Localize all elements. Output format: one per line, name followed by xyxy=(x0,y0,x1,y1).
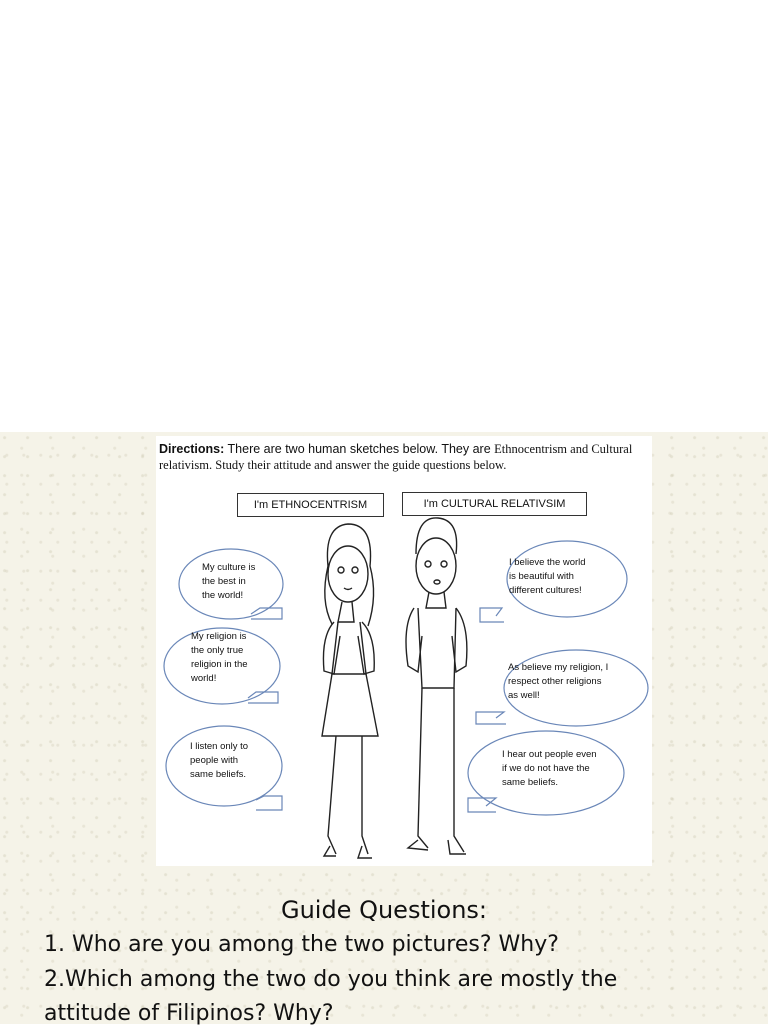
worksheet-image xyxy=(156,436,652,866)
cultural-relativism-title: I'm CULTURAL RELATIVSIM xyxy=(402,492,587,516)
ethnocentrism-title: I'm ETHNOCENTRISM xyxy=(237,493,384,517)
girl-sketch xyxy=(322,524,378,858)
bubble-left-3-text: I listen only to people with same beliefs. xyxy=(190,741,249,780)
bubble-left-1-text: My culture is the best in the world! xyxy=(202,562,256,601)
directions-label: Directions: xyxy=(159,442,225,456)
bubble-right-3-text: I hear out people even if we do not have the same beliefs. xyxy=(502,749,597,788)
directions-rest: Ethnocentrism and Cultural relativism. Study their attitude and answer the guide questions below. xyxy=(159,442,633,472)
bubble-left-2-text: My religion is the only true religion in the world! xyxy=(191,631,248,684)
guide-question-2-line-2: attitude of Filipinos? Why? xyxy=(44,1001,334,1026)
bubble-right-2-text: As believe my religion, I respect other religions as well! xyxy=(508,662,609,701)
directions-lead: There are two human sketches below. They are xyxy=(224,442,495,456)
guide-questions-title: Guide Questions: xyxy=(280,896,488,924)
bubble-right-1-text: I believe the world is beautiful with different cultures! xyxy=(509,557,586,596)
guide-question-1: 1. Who are you among the two pictures? Why? xyxy=(44,932,559,957)
guide-question-2-line-1: 2.Which among the two do you think are mostly the xyxy=(44,967,618,992)
boy-sketch xyxy=(406,518,467,854)
